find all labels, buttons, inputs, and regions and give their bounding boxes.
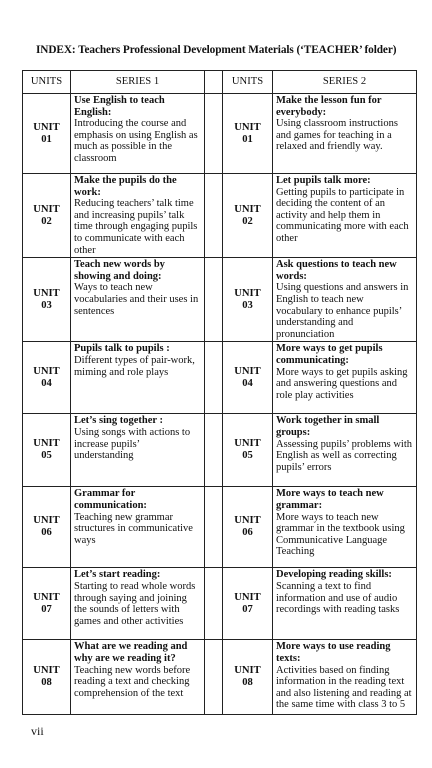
- series-1-unit-label: UNIT 08: [23, 640, 71, 715]
- unit-topic-description: Assessing pupils’ problems with English as well as correcting pupils’ errors: [276, 438, 413, 473]
- table-row: [23, 174, 417, 258]
- unit-topic-title: More ways to get pupils communicating:: [276, 343, 383, 366]
- series-2-cell: [273, 487, 417, 568]
- unit-topic-title: Let’s sing together :: [74, 415, 163, 427]
- series-1-cell: [71, 414, 205, 487]
- unit-topic-title: Ask questions to teach new words:: [276, 259, 397, 282]
- series-1-cell: [71, 258, 205, 342]
- series-1-unit-label: UNIT 07: [23, 568, 71, 640]
- unit-topic-description: Different types of pair-work, miming and role plays: [74, 354, 195, 378]
- unit-topic-title: What are we reading and why are we reading it?: [74, 641, 188, 664]
- unit-topic-title: More ways to use reading texts:: [276, 641, 391, 664]
- column-gap: [205, 342, 223, 414]
- unit-topic-description: Ways to teach new vocabularies and their uses in sentences: [74, 282, 199, 317]
- series-2-cell: [273, 342, 417, 414]
- page-number: vii: [31, 724, 44, 738]
- series-2-cell: [273, 640, 417, 715]
- series-2-unit-label: UNIT 05: [223, 414, 273, 487]
- unit-topic-title: Let pupils talk more:: [276, 175, 371, 186]
- unit-topic-description: Teaching new grammar structures in communicative ways: [74, 511, 193, 546]
- series-2-header: SERIES 2: [273, 71, 417, 94]
- column-gap: [205, 487, 223, 568]
- column-gap: [205, 94, 223, 174]
- unit-topic-title: Make the lesson fun for everybody:: [276, 95, 382, 118]
- column-gap: [205, 568, 223, 640]
- column-gap: [205, 640, 223, 715]
- series-2-cell: [273, 174, 417, 258]
- unit-topic-title: Developing reading skills:: [276, 569, 392, 581]
- table-row: [23, 640, 417, 715]
- units-header: UNITS: [23, 71, 71, 94]
- unit-topic-description: Scanning a text to find information and use of audio recordings with reading tasks: [276, 580, 400, 616]
- series-1-unit-label: UNIT 01: [23, 94, 71, 174]
- unit-topic-description: Using questions and answers in English to teach new vocabulary to enhance pupils’ understanding and pronunciation: [276, 282, 409, 340]
- series-1-cell: [71, 568, 205, 640]
- unit-topic-description: Teaching new words before reading a text and checking comprehension of the text: [74, 664, 191, 699]
- series-1-cell: [71, 94, 205, 174]
- unit-topic-title: Let’s start reading:: [74, 569, 161, 581]
- series-2-unit-label: UNIT 02: [223, 174, 273, 258]
- series-2-cell: [273, 258, 417, 342]
- unit-topic-description: Reducing teachers’ talk time and increasing pupils’ talk time through engaging pupils to communicate with each other: [74, 198, 198, 256]
- column-gap: [205, 414, 223, 487]
- series-1-unit-label: UNIT 02: [23, 174, 71, 258]
- unit-topic-description: Using songs with actions to increase pupils’ understanding: [74, 426, 191, 462]
- series-1-header: SERIES 1: [71, 71, 205, 94]
- units-header-2: UNITS: [223, 71, 273, 94]
- series-2-unit-label: UNIT 03: [223, 258, 273, 342]
- series-1-cell: [71, 640, 205, 715]
- series-2-cell: [273, 568, 417, 640]
- column-gap: [205, 258, 223, 342]
- series-1-unit-label: UNIT 05: [23, 414, 71, 487]
- page-title: INDEX: Teachers Professional Development Materials (‘TEACHER’ folder): [36, 44, 397, 56]
- unit-topic-description: Activities based on finding information in the reading text and also listening and reading at the same time with class 3 to 5: [276, 664, 412, 711]
- series-2-unit-label: UNIT 07: [223, 568, 273, 640]
- unit-topic-description: Using classroom instructions and games for teaching in a relaxed and friendly way.: [276, 118, 398, 153]
- unit-topic-title: More ways to teach new grammar:: [276, 488, 384, 511]
- series-2-unit-label: UNIT 01: [223, 94, 273, 174]
- header-row: [23, 71, 417, 94]
- series-2-unit-label: UNIT 08: [223, 640, 273, 715]
- series-2-unit-label: UNIT 06: [223, 487, 273, 568]
- unit-topic-title: Make the pupils do the work:: [74, 175, 177, 198]
- unit-topic-description: Getting pupils to participate in deciding the content of an activity and help them in communicating more with each other: [276, 186, 409, 244]
- unit-topic-description: Starting to read whole words through saying and joining the sounds of letters with games and other activities: [74, 580, 196, 627]
- table-row: [23, 94, 417, 174]
- table-row: [23, 568, 417, 640]
- index-table: [22, 70, 417, 715]
- series-1-cell: [71, 487, 205, 568]
- table-row: [23, 414, 417, 487]
- series-1-unit-label: UNIT 04: [23, 342, 71, 414]
- series-1-cell: [71, 342, 205, 414]
- table-row: [23, 487, 417, 568]
- column-gap: [205, 174, 223, 258]
- series-2-cell: [273, 94, 417, 174]
- unit-topic-description: More ways to teach new grammar in the textbook using Communicative Language Teaching: [276, 511, 405, 558]
- unit-topic-title: Teach new words by showing and doing:: [74, 259, 165, 282]
- unit-topic-title: Pupils talk to pupils :: [74, 343, 170, 355]
- unit-topic-description: More ways to get pupils asking and answering questions and role play activities: [276, 366, 408, 401]
- series-1-unit-label: UNIT 06: [23, 487, 71, 568]
- unit-topic-title: Grammar for communication:: [74, 488, 147, 511]
- unit-topic-description: Introducing the course and emphasis on using English as much as possible in the classroom: [74, 118, 198, 164]
- series-2-cell: [273, 414, 417, 487]
- column-gap: [205, 71, 223, 94]
- series-1-unit-label: UNIT 03: [23, 258, 71, 342]
- series-2-unit-label: UNIT 04: [223, 342, 273, 414]
- table-row: [23, 258, 417, 342]
- unit-topic-title: Use English to teach English:: [74, 95, 165, 118]
- series-1-cell: [71, 174, 205, 258]
- unit-topic-title: Work together in small groups:: [276, 415, 380, 438]
- table-row: [23, 342, 417, 414]
